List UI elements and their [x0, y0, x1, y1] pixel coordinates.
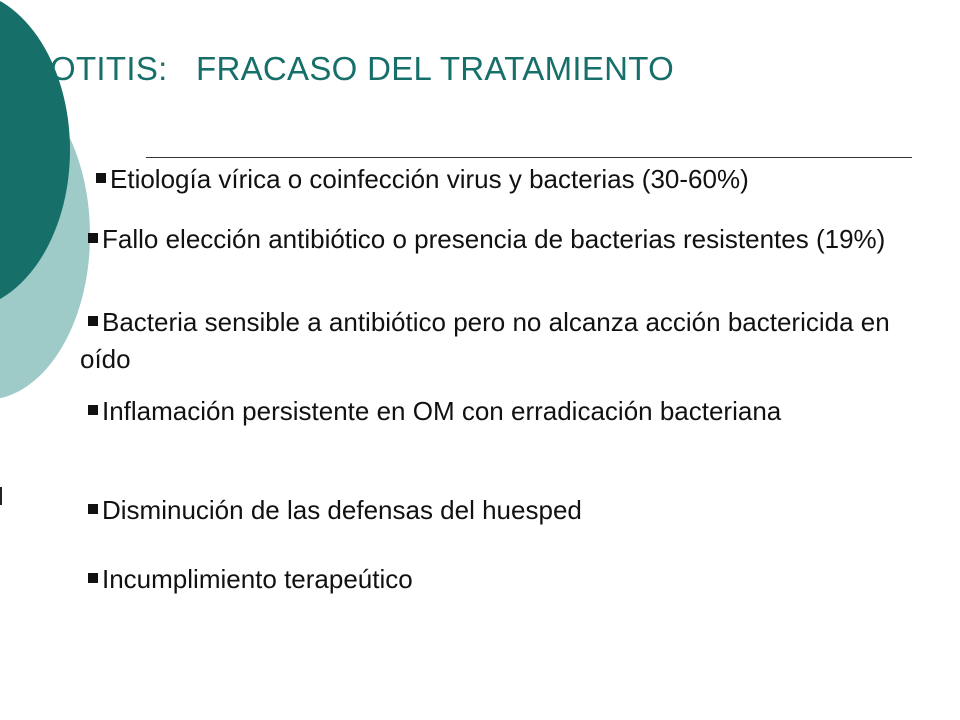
square-bullet-icon: [88, 233, 98, 243]
bullet-text: Etiología vírica o coinfección virus y bacterias (30-60%): [110, 164, 749, 194]
square-bullet-icon: [88, 504, 98, 514]
slide-title: OTITIS: FRACASO DEL TRATAMIENTO: [50, 50, 675, 87]
title-divider: [146, 157, 912, 158]
square-bullet-icon: [88, 316, 98, 326]
square-bullet-icon: [88, 573, 98, 583]
bullet-text: Disminución de las defensas del huesped: [102, 495, 582, 525]
bullet-item: [80, 393, 930, 430]
square-bullet-icon: [96, 173, 106, 183]
square-bullet-icon: [88, 405, 98, 415]
bullet-item: [80, 492, 930, 529]
bullet-text: Incumplimiento terapeútico: [102, 564, 413, 594]
bullet-text: Fallo elección antibiótico o presencia de bacterias resistentes (19%): [102, 224, 886, 254]
bullet-item: [80, 304, 930, 378]
bullet-text: Bacteria sensible a antibiótico pero no alcanza acción bactericida en oído: [80, 307, 890, 374]
bullet-item: [88, 161, 938, 198]
bullet-item: [80, 221, 930, 258]
bullet-text: Inflamación persistente en OM con erradicación bacteriana: [102, 396, 782, 426]
decorative-tick: [0, 487, 2, 505]
bullet-item: [80, 561, 930, 598]
